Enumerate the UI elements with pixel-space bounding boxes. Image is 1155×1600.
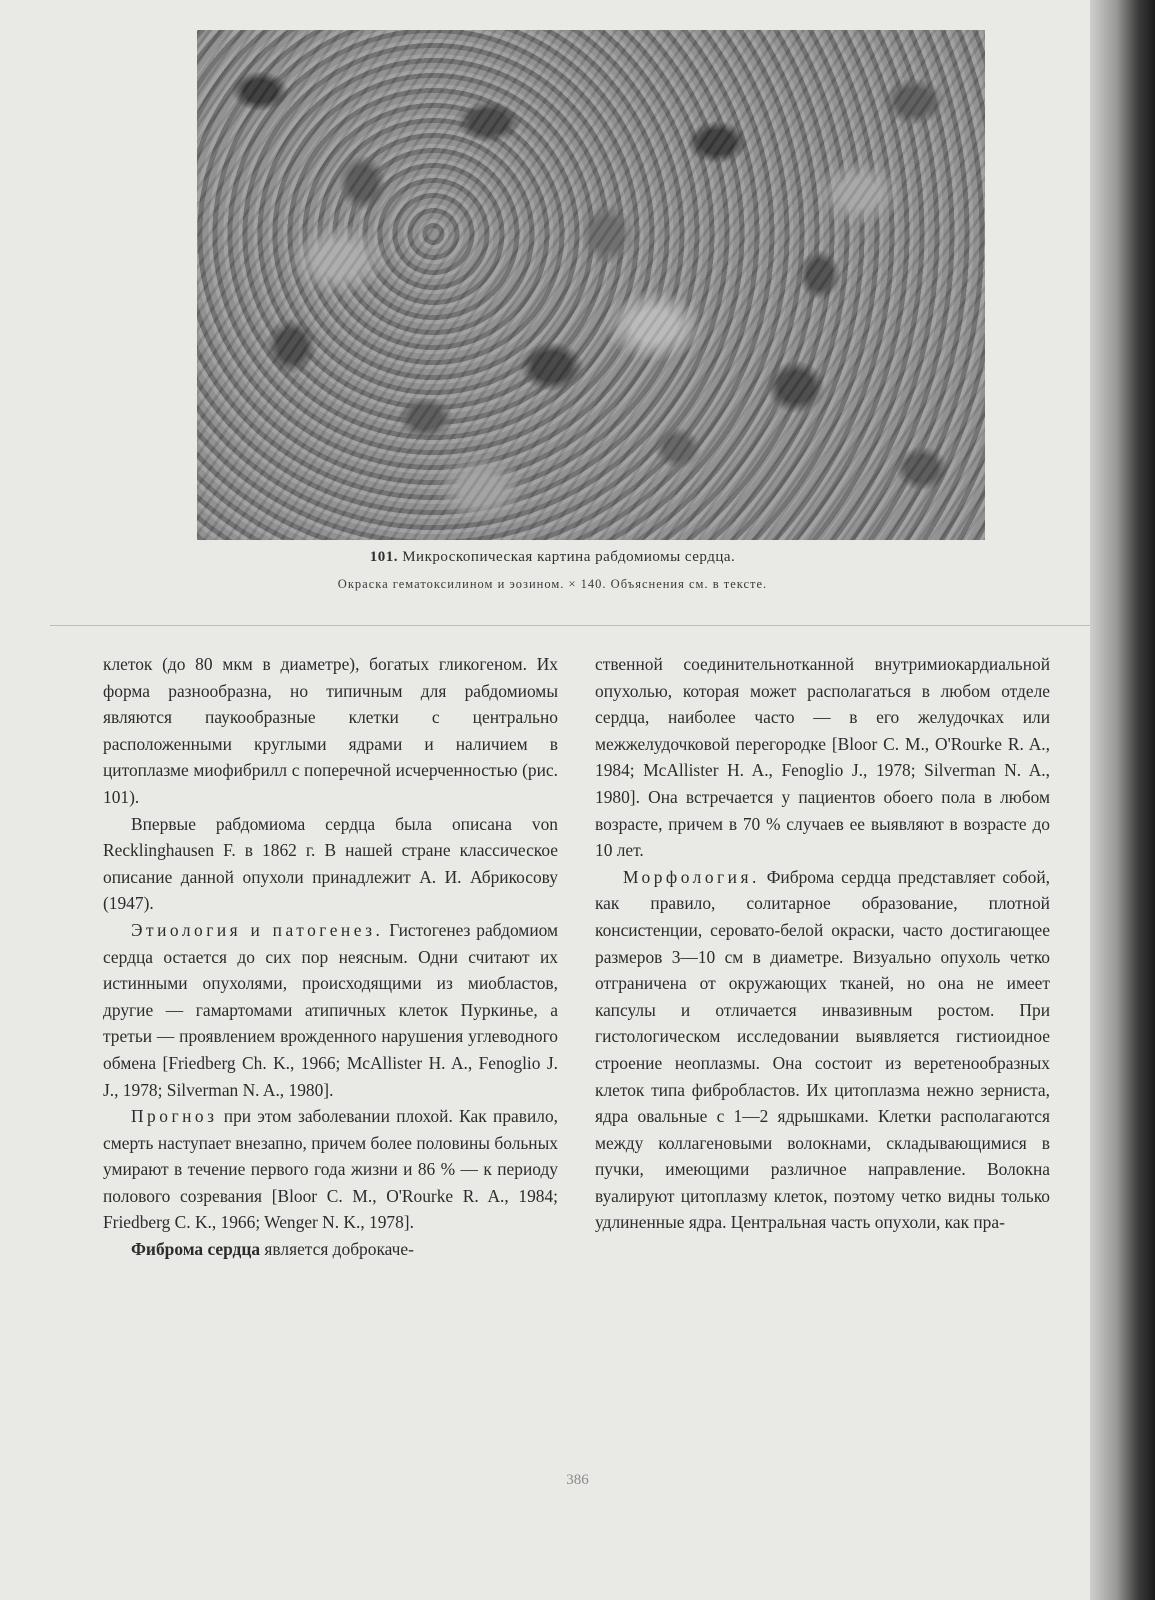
- paragraph: Впервые рабдомиома сердца была описана von Recklinghausen F. в 1862 г. В нашей стране классическое описание данной опухоли принадлежит А. И. Абрикосову (1947).: [103, 813, 558, 914]
- paragraph: клеток (до 80 мкм в диаметре), богатых гликогеном. Их форма разнообразна, но типичным для рабдомиомы являются паукообразные клетки с центрально расположенными круглыми ядрами и наличием в цитоплазме миофибрилл с поперечной исчерченностью (рис. 101).: [103, 654, 558, 807]
- paragraph-text: Фиброма сердца представляет собой, как правило, солитарное образование, плотной консистенции, серовато-белой окраски, часто достигающее размеров 3—10 см в диаметре. Визуально опухоль четко отграничена от окружающих тканей, но она не имеет капсулы и отличается инвазивным ростом. При гистологическом исследовании выявляется гистиоидное строение неоплазмы. Она состоит из веретенообразных клеток типа фибробластов. Их цитоплазма нежно зерниста, ядра овальные с 1—2 ядрышками. Клетки располагаются между коллагеновыми волокнами, складывающимися в пучки, имеющими различное направление. Волокна вуалируют цитоплазму клеток, поэтому четко видны только удлиненные ядра. Центральная часть опухоли, как пра-: [595, 866, 1050, 1233]
- section-heading-prognosis: Прогноз: [131, 1106, 218, 1127]
- page-number: 386: [566, 1472, 589, 1488]
- paragraph: ственной соединительнотканной внутримиокардиальной опухолью, которая может располагаться в любом отделе сердца, наиболее часто — в его желудочках или межжелудочковой перегородке [Bloor C. M., O'Rourke R. A., 1984; McAllister H. A., Fenoglio J., 1978; Silverman N. A., 1980]. Она встречается у пациентов обоего пола в любом возрасте, причем в 70 % случаев ее выявляют в возрасте до 10 лет.: [595, 654, 1050, 861]
- figure-title: Микроскопическая картина рабдомиомы сердца.: [402, 549, 736, 565]
- paragraph: [595, 864, 1050, 1236]
- paragraph-text: Гистогенез рабдомиом сердца остается до сих пор неясным. Одни считают их истинными опухолями, происходящими из миобластов, другие — гамартомами атипичных клеток Пуркинье, а третьи — проявлением врожденного нарушения углеводного обмена [Friedberg Ch. K., 1966; McAllister H. A., Fenoglio J. J., 1978; Silverman N. A., 1980].: [103, 919, 558, 1100]
- separator-line: [50, 625, 1090, 626]
- paragraph: [103, 917, 558, 1103]
- figure-number: 101.: [369, 549, 398, 565]
- figure-caption-subtitle: Окраска гематоксилином и эозином. × 140. Объяснения см. в тексте.: [337, 577, 768, 591]
- paragraph-text: является доброкаче-: [260, 1239, 414, 1260]
- paragraph: [103, 1103, 558, 1236]
- paragraph-text: при этом заболевании плохой. Как правило, смерть наступает внезапно, причем более половины больных умирают в течение первого года жизни и 86 % — к периоду полового созревания [Bloor C. M., O'Rourke R. A., 1984; Friedberg C. K., 1966; Wenger N. K., 1978].: [103, 1106, 558, 1233]
- text-column-right: [595, 651, 1050, 1236]
- section-heading-fibroma: Фиброма сердца: [131, 1239, 261, 1260]
- section-heading-etiology: Этиология и патогенез.: [131, 919, 384, 940]
- text-column-left: [103, 651, 558, 1263]
- figure-caption-title: [0, 549, 1105, 566]
- micrograph-image: [197, 30, 985, 540]
- section-heading-morphology: Морфология.: [623, 866, 760, 887]
- paragraph: [103, 1236, 558, 1263]
- page-edge-shadow: [1090, 0, 1155, 1600]
